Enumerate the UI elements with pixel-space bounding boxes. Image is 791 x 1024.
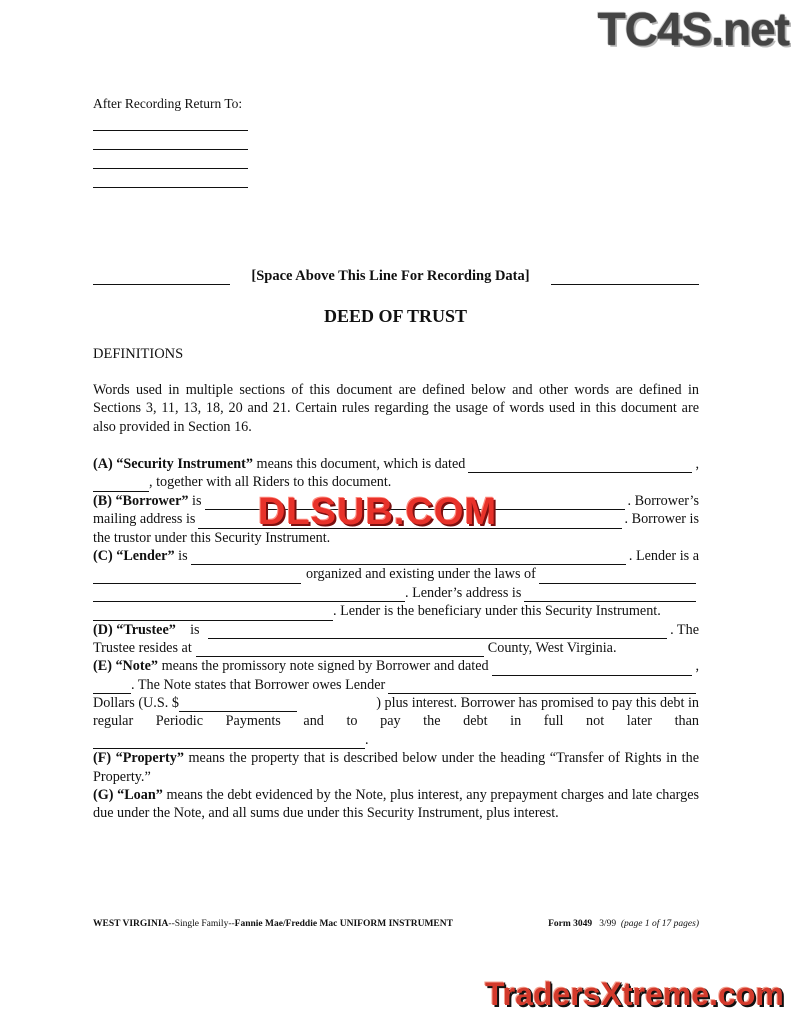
definition-a-text2: , together with all Riders to this document.: [149, 474, 392, 491]
blank-line: [93, 589, 405, 602]
definition-c-text2: . Lender is a: [628, 547, 699, 564]
definition-g-text: means the debt evidenced by the Note, plus interest, any prepayment charges and late charges due under the Note, and all sums due under this Security Instrument, plus interest.: [93, 787, 700, 822]
definition-a-label: (A) “Security Instrument”: [93, 455, 253, 472]
definition-c-text: is: [178, 547, 188, 564]
definition-c-text3: organized and existing under the laws of: [306, 566, 536, 583]
return-address-block: [93, 96, 248, 188]
definition-e-text5: regular Periodic Payments and to pay the debt in full not later than: [93, 713, 699, 730]
blank-line: [196, 644, 484, 657]
definition-d-text2: . The: [670, 621, 699, 638]
footer-form-number: Form 3049: [548, 919, 593, 929]
definition-c-text4: . Lender’s address is: [405, 584, 522, 601]
blank-line: [388, 680, 696, 694]
definition-f-label: (F) “Property”: [93, 750, 184, 767]
definition-c-line4: [93, 602, 699, 620]
definition-g: [93, 786, 699, 823]
dlsub-watermark-logo: DLSUB.COM: [258, 491, 498, 533]
footer-family: --Single Family--: [168, 919, 235, 929]
blank-line: [93, 479, 149, 492]
blank-line: [93, 571, 301, 584]
definition-f-text: means the property that is described below under the heading “Transfer of Rights in the Property.”: [93, 750, 700, 785]
definition-c-line2: [93, 565, 699, 583]
definition-d-text4: County, West Virginia.: [487, 639, 617, 656]
recording-data-separator: [93, 268, 699, 285]
blank-line: [93, 608, 333, 621]
definition-b-text: is: [192, 492, 202, 509]
separator-line: [93, 270, 230, 285]
blank-line: [191, 551, 626, 565]
definition-e-text: means the promissory note signed by Borrower and dated: [161, 658, 489, 675]
footer-instrument-name: Fannie Mae/Freddie Mac UNIFORM INSTRUMENT: [234, 919, 453, 929]
definition-c-line3: [93, 584, 699, 602]
definition-d-text: is: [190, 621, 200, 638]
definition-c-label: (C) “Lender”: [93, 547, 175, 564]
return-address-line: [93, 112, 248, 131]
return-label: After Recording Return To:: [93, 96, 243, 111]
definition-b-label: (B) “Borrower”: [93, 492, 189, 509]
definition-e-text4: ) plus interest. Borrower has promised to pay this debt in: [376, 695, 699, 712]
definition-a-text: means this document, which is dated: [256, 455, 466, 472]
definition-e-line3: [93, 694, 699, 712]
footer-state: WEST VIRGINIA: [93, 919, 169, 929]
tc4s-watermark-logo: TC4S.net: [597, 3, 789, 55]
blank-line: [492, 662, 693, 676]
definition-b-text3: mailing address is: [93, 511, 196, 528]
definition-b-text5: the trustor under this Security Instrument.: [93, 529, 331, 546]
separator-line: [551, 270, 699, 285]
blank-line: [93, 736, 365, 749]
footer-instrument: [93, 919, 453, 929]
definition-a-line1: (A) “Security Instrument” means this document, which is dated ,: [93, 455, 699, 472]
definition-e-label: (E) “Note”: [93, 658, 159, 675]
return-address-line: [93, 150, 248, 169]
blank-line: [524, 588, 696, 602]
tradersxtreme-watermark-logo: TradersXtreme.com: [485, 976, 784, 1012]
definitions-heading: DEFINITIONS: [93, 346, 184, 362]
definition-d-text3: Trustee resides at: [93, 639, 192, 656]
blank-line: [468, 459, 692, 473]
definition-c-text5: . Lender is the beneficiary under this Security Instrument.: [333, 603, 661, 620]
definition-c-line1: [93, 547, 699, 565]
intro-paragraph: Words used in multiple sections of this document are defined below and other words are defined in Sections 3, 11, 13, 18, 20 and 21. Certain rules regarding the usage of words used in this document are also provided in Section 16.: [93, 382, 699, 435]
definition-f: [93, 749, 699, 786]
blank-line: [539, 570, 696, 584]
definition-e-line4: [93, 712, 699, 730]
definition-b-text2: . Borrower’s: [627, 492, 699, 509]
definition-d-label: (D) “Trustee”: [93, 621, 176, 638]
footer-form-date: 3/99: [599, 919, 617, 929]
return-address-line: [93, 131, 248, 150]
definition-e-text2: . The Note states that Borrower owes Lender: [131, 676, 386, 693]
return-address-line: [93, 169, 248, 188]
page-footer: [93, 919, 699, 929]
definition-b-text4: . Borrower is: [624, 511, 699, 528]
recording-data-label: [Space Above This Line For Recording Data]: [251, 268, 530, 284]
blank-line: [93, 681, 131, 694]
definition-d-line1: [93, 621, 699, 639]
definition-a-line2: [93, 473, 699, 491]
footer-page-number: (page 1 of 17 pages): [620, 919, 699, 929]
blank-line: [208, 625, 668, 639]
definition-d-line2: [93, 639, 699, 657]
definition-e-line1: (E) “Note” means the promissory note signed by Borrower and dated ,: [93, 658, 699, 675]
definition-e-line2: [93, 676, 699, 694]
definition-g-label: (G) “Loan”: [93, 787, 163, 804]
footer-form-info: [548, 919, 699, 929]
definition-e-line5: .: [93, 731, 699, 749]
document-title: DEED OF TRUST: [323, 306, 468, 326]
blank-line: [179, 699, 297, 712]
definition-e-text3: Dollars (U.S. $: [93, 695, 179, 712]
